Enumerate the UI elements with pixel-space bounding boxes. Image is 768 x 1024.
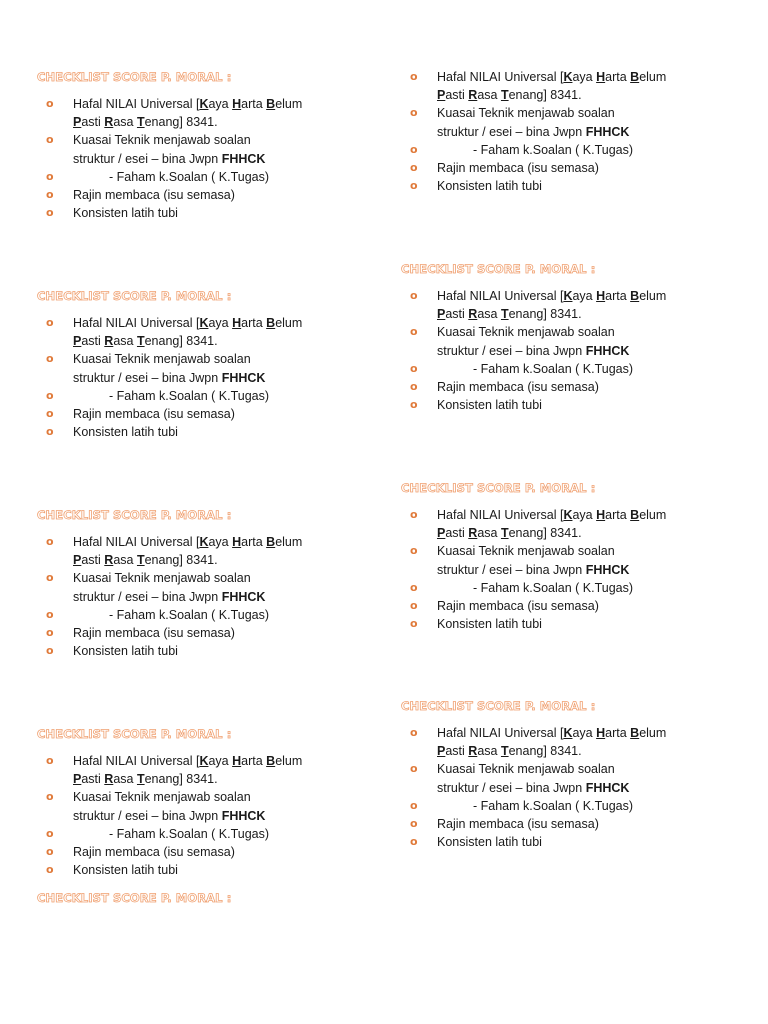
checklist-item: o - Faham k.Soalan ( K.Tugas) — [401, 360, 731, 378]
checklist-item: o Hafal NILAI Universal [Kaya Harta Belum Pasti Rasa Tenang] 8341. — [46, 535, 303, 568]
checklist-block — [401, 479, 731, 633]
bullet-icon: o — [410, 380, 418, 394]
checklist-item: o Hafal NILAI Universal [Kaya Harta Belum Pasti Rasa Tenang] 8341. — [410, 508, 667, 541]
checklist-block — [37, 889, 367, 916]
bullet-icon: o — [410, 70, 418, 83]
bullet-icon: o — [46, 845, 54, 859]
checklist — [401, 287, 731, 414]
bullet-icon: o — [46, 790, 54, 804]
checklist-item: o Konsisten latih tubi — [401, 177, 731, 195]
bullet-icon: o — [410, 617, 418, 631]
checklist — [37, 752, 367, 879]
checklist-item: o - Faham k.Soalan ( K.Tugas) — [401, 579, 731, 597]
checklist-heading: CHECKLIST SCORE P. MORAL : — [401, 481, 596, 495]
bullet-icon: o — [410, 599, 418, 613]
checklist-item: o Konsisten latih tubi — [37, 204, 367, 222]
checklist-heading: CHECKLIST SCORE P. MORAL : — [37, 891, 232, 905]
checklist-item: o - Faham k.Soalan ( K.Tugas) — [401, 797, 731, 815]
checklist-item: o Hafal NILAI Universal [Kaya Harta Belum Pasti Rasa Tenang] 8341. — [46, 316, 303, 349]
bullet-icon: o — [410, 580, 418, 594]
checklist-block — [37, 68, 367, 222]
checklist-item: o Kuasai Teknik menjawab soalan struktur / esei – bina Jwpn FHHCK — [46, 571, 266, 604]
checklist-block — [37, 725, 367, 879]
checklist-item: o Hafal NILAI Universal [Kaya Harta Belum Pasti Rasa Tenang] 8341. — [410, 726, 667, 759]
checklist-item: o - Faham k.Soalan ( K.Tugas) — [401, 141, 731, 159]
checklist-heading: CHECKLIST SCORE P. MORAL : — [37, 289, 232, 303]
bullet-icon: o — [46, 425, 54, 439]
bullet-icon: o — [46, 407, 54, 421]
bullet-icon: o — [410, 161, 418, 175]
bullet-icon: o — [410, 325, 418, 339]
bullet-icon: o — [46, 188, 54, 202]
bullet-icon: o — [410, 762, 418, 776]
bullet-icon: o — [46, 352, 54, 366]
checklist-item: o Kuasai Teknik menjawab soalan struktur / esei – bina Jwpn FHHCK — [410, 325, 630, 358]
checklist-item: o Konsisten latih tubi — [37, 642, 367, 660]
checklist-heading: CHECKLIST SCORE P. MORAL : — [37, 727, 232, 741]
bullet-icon: o — [410, 817, 418, 831]
checklist-item: o Kuasai Teknik menjawab soalan struktur / esei – bina Jwpn FHHCK — [46, 133, 266, 166]
checklist-heading: CHECKLIST SCORE P. MORAL : — [401, 262, 596, 276]
checklist — [401, 506, 731, 633]
checklist-block — [37, 287, 367, 441]
bullet-icon: o — [46, 535, 54, 548]
bullet-icon: o — [46, 316, 54, 329]
bullet-icon: o — [46, 571, 54, 585]
checklist-item: o Konsisten latih tubi — [401, 615, 731, 633]
checklist-item: o Hafal NILAI Universal [Kaya Harta Belum Pasti Rasa Tenang] 8341. — [46, 754, 303, 787]
checklist-item: o - Faham k.Soalan ( K.Tugas) — [37, 168, 367, 186]
checklist-item: o Rajin membaca (isu semasa) — [37, 624, 367, 642]
bullet-icon: o — [410, 544, 418, 558]
checklist-item: o - Faham k.Soalan ( K.Tugas) — [37, 825, 367, 843]
checklist — [37, 95, 367, 222]
checklist-item: o Rajin membaca (isu semasa) — [401, 159, 731, 177]
bullet-icon: o — [46, 626, 54, 640]
bullet-icon: o — [410, 798, 418, 812]
checklist-item: o - Faham k.Soalan ( K.Tugas) — [37, 387, 367, 405]
checklist-item: o Kuasai Teknik menjawab soalan struktur / esei – bina Jwpn FHHCK — [410, 544, 630, 577]
checklist-item: o Konsisten latih tubi — [37, 423, 367, 441]
checklist-item: o Rajin membaca (isu semasa) — [401, 378, 731, 396]
checklist-heading: CHECKLIST SCORE P. MORAL : — [401, 699, 596, 713]
bullet-icon: o — [410, 106, 418, 120]
checklist-item: o Kuasai Teknik menjawab soalan struktur / esei – bina Jwpn FHHCK — [410, 106, 630, 139]
bullet-icon: o — [46, 206, 54, 220]
checklist-item: o Hafal NILAI Universal [Kaya Harta Belum Pasti Rasa Tenang] 8341. — [46, 97, 303, 130]
checklist-item: o Kuasai Teknik menjawab soalan struktur / esei – bina Jwpn FHHCK — [410, 762, 630, 795]
checklist-item: o Kuasai Teknik menjawab soalan struktur / esei – bina Jwpn FHHCK — [46, 790, 266, 823]
bullet-icon: o — [410, 398, 418, 412]
checklist-item: o Rajin membaca (isu semasa) — [37, 843, 367, 861]
checklist-item: o Rajin membaca (isu semasa) — [37, 405, 367, 423]
bullet-icon: o — [46, 644, 54, 658]
bullet-icon: o — [410, 179, 418, 193]
checklist-item: o Konsisten latih tubi — [37, 861, 367, 879]
checklist — [401, 724, 731, 851]
bullet-icon: o — [46, 388, 54, 402]
checklist-block — [37, 506, 367, 660]
checklist-item: o Rajin membaca (isu semasa) — [401, 597, 731, 615]
checklist-item: o Hafal NILAI Universal [Kaya Harta Belum Pasti Rasa Tenang] 8341. — [410, 289, 667, 322]
bullet-icon: o — [410, 289, 418, 302]
checklist-item: o Hafal NILAI Universal [Kaya Harta Belum Pasti Rasa Tenang] 8341. — [410, 70, 667, 103]
checklist — [37, 314, 367, 441]
checklist-item: o - Faham k.Soalan ( K.Tugas) — [37, 606, 367, 624]
bullet-icon: o — [410, 726, 418, 739]
bullet-icon: o — [46, 863, 54, 877]
checklist-heading: CHECKLIST SCORE P. MORAL : — [37, 508, 232, 522]
checklist-block — [401, 697, 731, 851]
checklist-item: o Konsisten latih tubi — [401, 396, 731, 414]
bullet-icon: o — [410, 508, 418, 521]
bullet-icon: o — [46, 133, 54, 147]
checklist-heading: CHECKLIST SCORE P. MORAL : — [37, 70, 232, 84]
bullet-icon: o — [46, 97, 54, 110]
bullet-icon: o — [46, 169, 54, 183]
checklist — [37, 533, 367, 660]
checklist-block — [401, 68, 731, 195]
checklist-item: o Kuasai Teknik menjawab soalan struktur / esei – bina Jwpn FHHCK — [46, 352, 266, 385]
bullet-icon: o — [46, 754, 54, 767]
bullet-icon: o — [46, 607, 54, 621]
checklist-item: o Rajin membaca (isu semasa) — [401, 815, 731, 833]
checklist-item: o Rajin membaca (isu semasa) — [37, 186, 367, 204]
bullet-icon: o — [410, 361, 418, 375]
bullet-icon: o — [410, 142, 418, 156]
checklist-block — [401, 260, 731, 414]
checklist — [401, 68, 731, 195]
bullet-icon: o — [410, 835, 418, 849]
bullet-icon: o — [46, 826, 54, 840]
checklist-item: o Konsisten latih tubi — [401, 833, 731, 851]
